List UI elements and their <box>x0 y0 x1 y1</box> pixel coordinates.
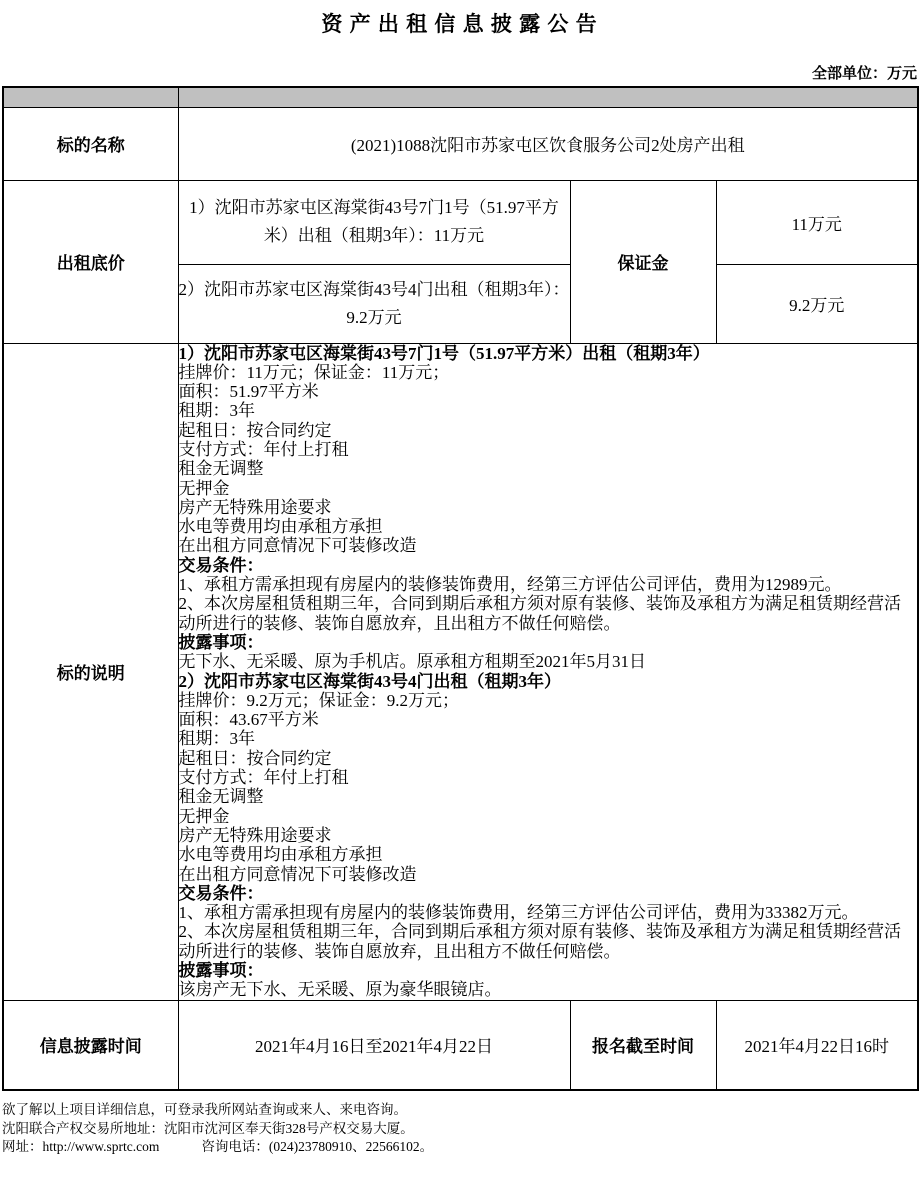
subject-name-row <box>3 107 918 180</box>
description-line: 租金无调整 <box>178 787 264 807</box>
subject-description-label: 标的说明 <box>3 343 178 1000</box>
description-line: 面积：51.97平方米 <box>178 382 319 402</box>
description-line: 支付方式：年付上打租 <box>178 439 349 459</box>
header-cell-right <box>178 87 918 107</box>
description-line: 1）沈阳市苏家屯区海棠街43号7门1号（51.97平方米）出租（租期3年） <box>178 343 710 363</box>
footer-info-line: 欲了解以上项目详细信息，可登录我所网站查询或来人、来电咨询。 <box>2 1102 407 1118</box>
subject-name-label: 标的名称 <box>3 107 178 180</box>
header-cell-left <box>3 87 178 107</box>
base-price-item-2: 2）沈阳市苏家屯区海棠街43号4门出租（租期3年）：9.2万元 <box>178 264 570 343</box>
description-line: 交易条件： <box>178 883 264 903</box>
footer-address-line: 沈阳联合产权交易所地址：沈阳市沈河区奉天街328号产权交易大厦。 <box>2 1120 414 1136</box>
footer <box>2 1101 919 1157</box>
description-line: 面积：43.67平方米 <box>178 710 319 730</box>
deposit-label: 保证金 <box>570 180 716 343</box>
table-header-row <box>3 87 918 107</box>
description-line: 1、承租方需承担现有房屋内的装修装饰费用，经第三方评估公司评估，费用为33382万元。 <box>178 903 859 923</box>
announcement-table <box>2 86 919 1091</box>
subject-description-text <box>178 343 918 1000</box>
description-line: 挂牌价：11万元；保证金：11万元； <box>178 362 450 382</box>
disclosure-time-label: 信息披露时间 <box>3 1000 178 1090</box>
footer-website: 网址：http://www.sprtc.com <box>2 1139 160 1155</box>
description-line: 该房产无下水、无采暖、原为豪华眼镜店。 <box>178 980 502 1000</box>
description-line: 租期：3年 <box>178 729 255 749</box>
description-line: 2）沈阳市苏家屯区海棠街43号4门出租（租期3年） <box>178 671 561 691</box>
description-line: 在出租方同意情况下可装修改造 <box>178 536 417 556</box>
footer-contact-line <box>2 1138 919 1157</box>
deposit-value-2: 9.2万元 <box>716 264 918 343</box>
description-line: 挂牌价：9.2万元；保证金：9.2万元； <box>178 690 459 710</box>
description-line: 起租日：按合同约定 <box>178 748 332 768</box>
description-line: 水电等费用均由承租方承担 <box>178 845 383 865</box>
time-row <box>3 1000 918 1090</box>
disclosure-time-value: 2021年4月16日至2021年4月22日 <box>178 1000 570 1090</box>
description-line: 1、承租方需承担现有房屋内的装修装饰费用，经第三方评估公司评估，费用为12989元。 <box>178 575 842 595</box>
description-line: 水电等费用均由承租方承担 <box>178 517 383 537</box>
description-line: 2、本次房屋租赁租期三年，合同到期后承租方须对原有装修、装饰及承租方为满足租赁期经营活动所进行的装修、装饰自愿放弃，且出租方不做任何赔偿。 <box>178 594 901 633</box>
description-line: 租金无调整 <box>178 459 264 479</box>
unit-note: 全部单位：万元 <box>811 66 917 82</box>
description-line: 起租日：按合同约定 <box>178 420 332 440</box>
deadline-value: 2021年4月22日16时 <box>716 1000 918 1090</box>
deadline-label: 报名截至时间 <box>570 1000 716 1090</box>
subject-name-value: (2021)1088沈阳市苏家屯区饮食服务公司2处房产出租 <box>178 107 918 180</box>
deposit-value-1: 11万元 <box>716 180 918 264</box>
description-line: 无押金 <box>178 806 230 826</box>
description-line: 租期：3年 <box>178 401 255 421</box>
base-price-item-1: 1）沈阳市苏家屯区海棠街43号7门1号（51.97平方米）出租（租期3年）：11万元 <box>178 180 570 264</box>
base-price-label: 出租底价 <box>3 180 178 343</box>
description-line: 支付方式：年付上打租 <box>178 768 349 788</box>
description-line: 披露事项： <box>178 961 264 980</box>
description-line: 无下水、无采暖、原为手机店。原承租方租期至2021年5月31日 <box>178 652 646 672</box>
footer-phone: 咨询电话：(024)23780910、22566102。 <box>201 1139 434 1155</box>
base-price-row-1 <box>3 180 918 264</box>
subject-description-row <box>3 343 918 1000</box>
description-line: 房产无特殊用途要求 <box>178 825 332 845</box>
description-line: 披露事项： <box>178 632 264 652</box>
description-line: 交易条件： <box>178 555 264 575</box>
page-title: 资 产 出 租 信 息 披 露 公 告 <box>321 12 598 36</box>
description-line: 2、本次房屋租赁租期三年，合同到期后承租方须对原有装修、装饰及承租方为满足租赁期经营活动所进行的装修、装饰自愿放弃，且出租方不做任何赔偿。 <box>178 922 901 961</box>
description-line: 房产无特殊用途要求 <box>178 497 332 517</box>
description-line: 在出租方同意情况下可装修改造 <box>178 864 417 884</box>
description-line: 无押金 <box>178 478 230 498</box>
